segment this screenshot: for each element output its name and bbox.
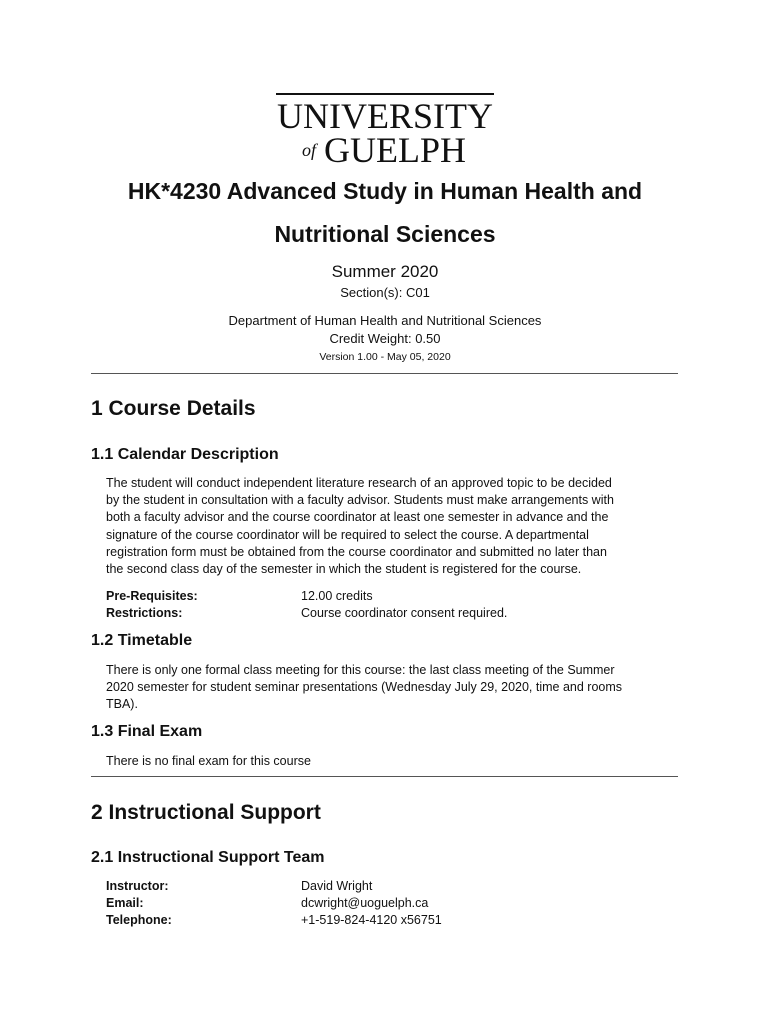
prerequisites-label: Pre-Requisites: bbox=[106, 589, 198, 603]
calendar-description-text bbox=[106, 475, 686, 578]
course-title-line-2: Nutritional Sciences bbox=[274, 221, 496, 247]
timetable-line: 2020 semester for student seminar presentations (Wednesday July 29, 2020, time and rooms bbox=[106, 680, 623, 695]
logo-line2: GUELPH bbox=[324, 130, 466, 168]
credit-weight: Credit Weight: 0.50 bbox=[329, 331, 441, 346]
instructor-value: David Wright bbox=[301, 879, 373, 893]
timetable-line: There is only one formal class meeting for this course: the last class meeting of the Summer bbox=[106, 663, 615, 677]
timetable-text bbox=[106, 662, 686, 714]
course-title-line-1: HK*4230 Advanced Study in Human Health and bbox=[127, 178, 643, 204]
version: Version 1.00 - May 05, 2020 bbox=[319, 351, 451, 363]
sections: Section(s): C01 bbox=[340, 285, 430, 300]
calendar-line: signature of the course coordinator will be required to select the course. A departmental bbox=[106, 527, 589, 542]
calendar-description-heading: 1.1 Calendar Description bbox=[91, 446, 279, 463]
logo-line1: UNIVERSITY bbox=[277, 96, 493, 136]
logo-line2-small: of bbox=[302, 140, 317, 160]
timetable-line: TBA). bbox=[106, 697, 138, 712]
section-2-heading: 2 Instructional Support bbox=[91, 801, 321, 824]
prerequisites-value: 12.00 credits bbox=[301, 589, 373, 603]
department: Department of Human Health and Nutritional Sciences bbox=[228, 313, 542, 328]
section-1-heading: 1 Course Details bbox=[91, 397, 256, 420]
support-team-heading: 2.1 Instructional Support Team bbox=[91, 849, 325, 866]
restrictions-value: Course coordinator consent required. bbox=[301, 606, 508, 620]
final-exam-heading: 1.3 Final Exam bbox=[91, 723, 203, 740]
instructor-label: Instructor: bbox=[106, 879, 169, 893]
email-label: Email: bbox=[106, 896, 144, 910]
term: Summer 2020 bbox=[331, 262, 439, 281]
final-exam-text: There is no final exam for this course bbox=[106, 754, 311, 768]
telephone-label: Telephone: bbox=[106, 913, 172, 927]
divider bbox=[91, 776, 678, 777]
calendar-line: The student will conduct independent literature research of an approved topic to be decided bbox=[106, 476, 612, 490]
calendar-line: by the student in consultation with a faculty advisor. Students must make arrangements with bbox=[106, 493, 614, 508]
university-of-guelph-logo bbox=[272, 90, 498, 168]
timetable-heading: 1.2 Timetable bbox=[91, 632, 193, 649]
email-value: dcwright@uoguelph.ca bbox=[301, 896, 429, 910]
calendar-line: both a faculty advisor and the course coordinator at least one semester in advance and the bbox=[106, 510, 609, 525]
restrictions-label: Restrictions: bbox=[106, 606, 183, 620]
calendar-line: registration form must be obtained from the course coordinator and submitted no later than bbox=[106, 544, 607, 559]
divider bbox=[91, 373, 678, 374]
calendar-line: the second class day of the semester in which the student is registered for the course. bbox=[106, 562, 582, 577]
telephone-value: +1-519-824-4120 x56751 bbox=[301, 913, 442, 927]
